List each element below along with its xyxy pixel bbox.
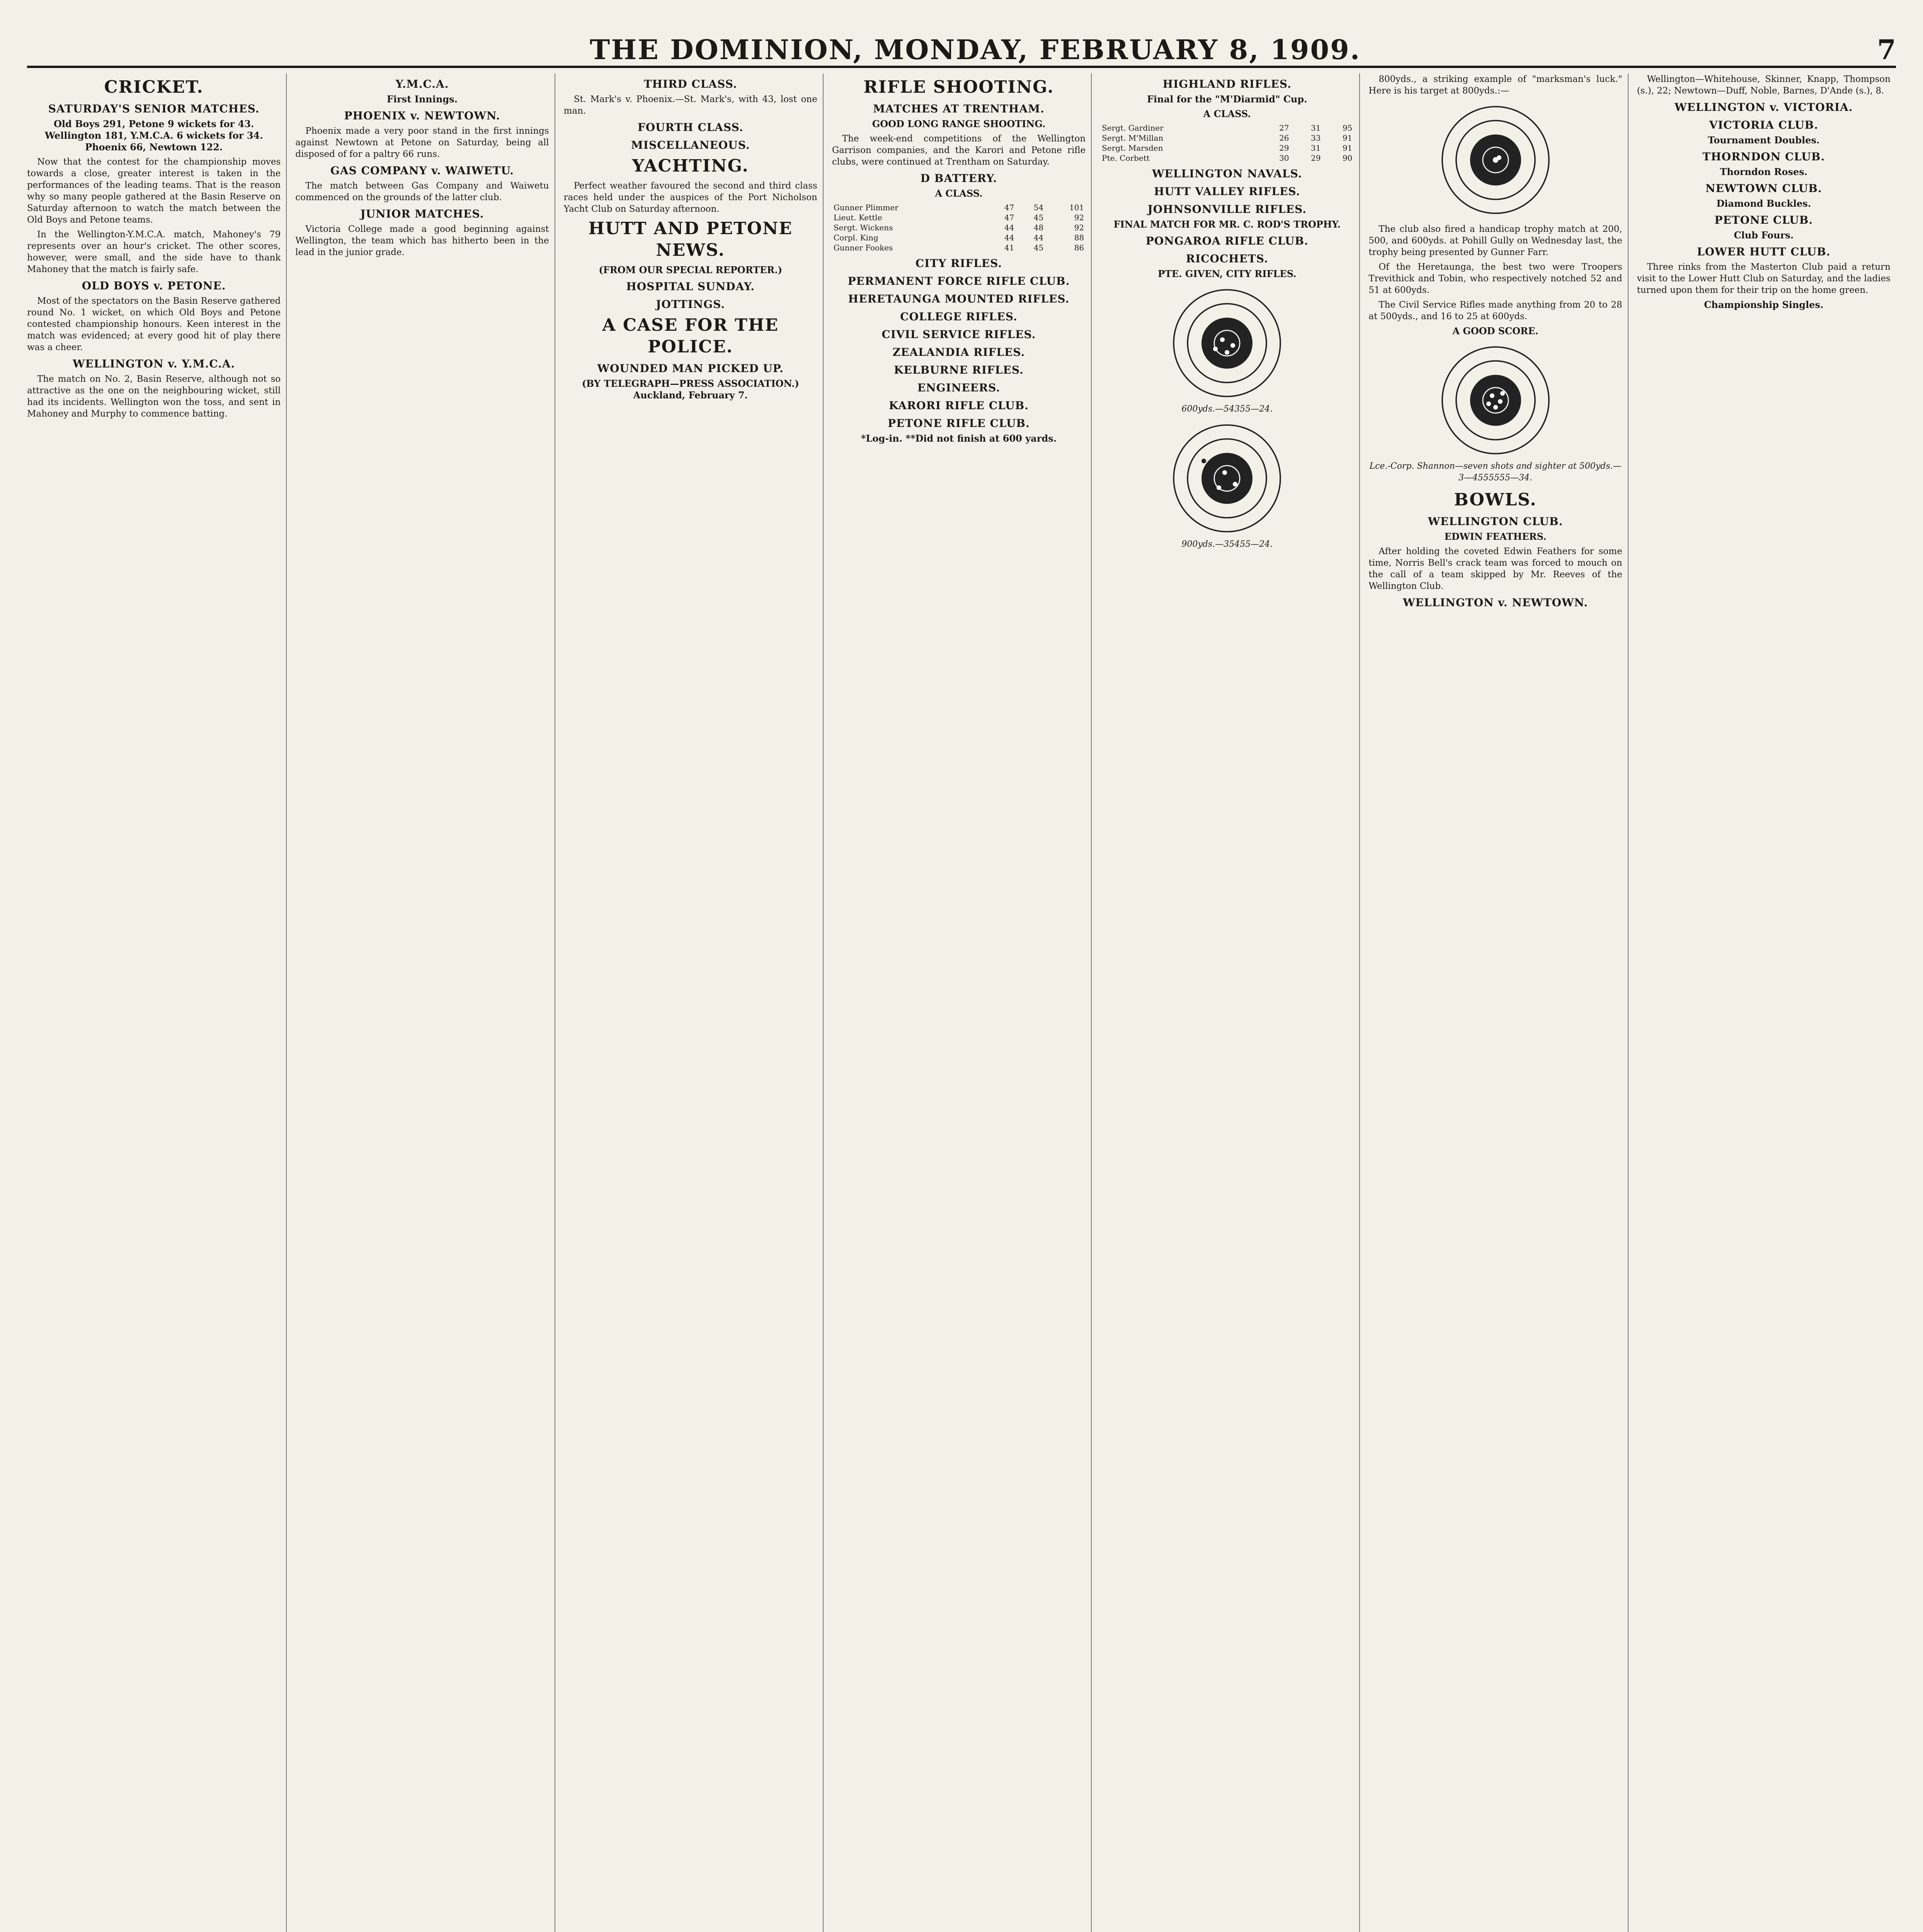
wellington-ymca-para: The match on No. 2, Basin Reserve, although not so attractive as the one on the neighbouring wicket, still had its incidents. Wellington won the toss, and sent in Mahoney and Murphy to commence batting.: [27, 374, 281, 419]
table-row: [832, 223, 1086, 233]
hutt-petone-byline: (FROM OUR SPECIAL REPORTER.): [599, 264, 783, 276]
column-2: [295, 73, 555, 1932]
thorndon-club-heading: THORNDON CLUB.: [1702, 150, 1825, 163]
college-rifles-heading: COLLEGE RIFLES.: [900, 310, 1018, 323]
jottings-heading: JOTTINGS.: [656, 298, 725, 311]
table-row: [832, 213, 1086, 223]
target-score-1: 600yds.—54355—24.: [1181, 404, 1273, 414]
navals-heading: WELLINGTON NAVALS.: [1152, 167, 1302, 180]
target-score-2: 900yds.—35455—24.: [1181, 539, 1273, 549]
d-battery-a-class: A CLASS.: [935, 188, 983, 199]
column-6: [1368, 73, 1628, 1932]
third-class-heading: THIRD CLASS.: [643, 78, 737, 90]
rifle-para: The week-end competitions of the Wellington Garrison companies, and the Karori and Petone rifle clubs, were continued at Trentham on Saturday.: [832, 134, 1086, 167]
cricket-heading: CRICKET.: [104, 77, 204, 97]
petone-club-heading: PETONE CLUB.: [1714, 214, 1813, 226]
score-cell: 29: [1279, 143, 1289, 153]
target-figure-1: [1100, 285, 1354, 415]
trentham-heading: MATCHES AT TRENTHAM.: [873, 102, 1045, 115]
pongaroa-heading: PONGAROA RIFLE CLUB.: [1145, 235, 1309, 247]
rifle-target-icon: [1438, 102, 1554, 218]
kelburne-heading: KELBURNE RIFLES.: [894, 364, 1024, 376]
lower-hutt-heading: LOWER HUTT CLUB.: [1697, 245, 1831, 258]
hospital-sunday-heading: HOSPITAL SUNDAY.: [626, 280, 755, 293]
johnsonville-heading: JOHNSONVILLE RIFLES.: [1147, 203, 1307, 216]
victoria-club-subheading: Tournament Doubles.: [1708, 134, 1820, 146]
good-score-detail: Lce.-Corp. Shannon—seven shots and sighter at 500yds.—3—4555555—34.: [1369, 461, 1622, 483]
good-score-caption: A GOOD SCORE.: [1452, 325, 1538, 337]
junior-matches-heading: JUNIOR MATCHES.: [360, 207, 484, 220]
newtown-club-heading: NEWTOWN CLUB.: [1705, 182, 1822, 195]
d-battery-heading: D BATTERY.: [920, 172, 997, 185]
newtown-club-subheading: Diamond Buckles.: [1716, 198, 1811, 209]
hutt-valley-heading: HUTT VALLEY RIFLES.: [1154, 185, 1300, 198]
gas-waiwetu-para: The match between Gas Company and Waiwetu commenced on the grounds of the latter club.: [295, 181, 549, 202]
score-cell: 45: [1033, 213, 1044, 222]
table-row: [1100, 143, 1354, 153]
wellington-ymca-heading: WELLINGTON v. Y.M.C.A.: [73, 357, 235, 370]
name-cell: Gunner Plimmer: [833, 203, 899, 212]
masthead: [27, 23, 1896, 68]
d-battery-table: [832, 202, 1086, 253]
rifle-target-icon: [1169, 420, 1285, 536]
table-row: [832, 233, 1086, 243]
column-6-para-2: Of the Heretaunga, the best two were Troopers Trevithick and Tobin, who respectively notched 52 and 51 at 600yds.: [1368, 262, 1622, 295]
junior-matches-para: Victoria College made a good beginning against Wellington, the team which has hitherto been in the lead in the junior grade.: [295, 224, 549, 257]
civil-service-heading: CIVIL SERVICE RIFLES.: [882, 328, 1036, 341]
cricket-para-1: Now that the contest for the championship moves towards a close, greater interest is taken in the performances of the leading teams. That is the reason why so many people gathered at the Basin Reserve on Saturday afternoon to watch the match between the Old Boys and Petone teams.: [27, 157, 281, 225]
yachting-heading: YACHTING.: [632, 156, 749, 176]
score-cell: 54: [1033, 203, 1044, 212]
target-figure-4: [1368, 342, 1622, 484]
thorndon-club-subheading: Thorndon Roses.: [1720, 166, 1808, 177]
cricket-subheading: SATURDAY'S SENIOR MATCHES.: [48, 102, 260, 115]
target-caption: PTE. GIVEN, CITY RIFLES.: [1157, 268, 1297, 279]
bowls-para: After holding the coveted Edwin Feathers for some time, Norris Bell's crack team was forced to mouch on the call of a team skipped by Mr. Reeves of the Wellington Club.: [1368, 546, 1622, 591]
rifle-footnote: *Log-in. **Did not finish at 600 yards.: [861, 433, 1057, 444]
score-cell: 47: [1004, 213, 1014, 222]
table-row: [1100, 153, 1354, 163]
table-row: [832, 243, 1086, 253]
third-class-para: St. Mark's v. Phoenix.—St. Mark's, with 43, lost one man.: [563, 94, 817, 116]
yachting-para: Perfect weather favoured the second and third class races held under the auspices of the Port Nicholson Yacht Club on Saturday afternoon.: [563, 181, 817, 214]
total-cell: 91: [1342, 143, 1353, 153]
johnsonville-subheading: FINAL MATCH FOR MR. C. ROD'S TROPHY.: [1113, 219, 1341, 230]
total-cell: 101: [1069, 203, 1084, 212]
score-cell: 31: [1310, 123, 1321, 133]
name-cell: Sergt. Gardiner: [1102, 123, 1164, 133]
page-number: 7: [1877, 34, 1896, 66]
score-cell: 44: [1033, 233, 1044, 242]
score-cell: 48: [1033, 223, 1044, 232]
target-figure-2: [1100, 420, 1354, 550]
petone-rifle-heading: PETONE RIFLE CLUB.: [888, 417, 1030, 430]
score-cell: 30: [1279, 153, 1289, 163]
table-row: [1100, 123, 1354, 133]
long-range-heading: GOOD LONG RANGE SHOOTING.: [872, 118, 1046, 129]
page-title: THE DOMINION, MONDAY, FEBRUARY 8, 1909.: [590, 34, 1361, 66]
engineers-heading: ENGINEERS.: [917, 381, 1001, 394]
karori-heading: KARORI RIFLE CLUB.: [888, 399, 1029, 412]
column-1: [27, 73, 287, 1932]
police-subheading: WOUNDED MAN PICKED UP.: [597, 362, 784, 375]
luck-intro: 800yds., a striking example of "marksman's luck." Here is his target at 800yds.:—: [1368, 74, 1622, 96]
score-cell: 44: [1004, 233, 1014, 242]
bowls-heading: BOWLS.: [1454, 490, 1537, 510]
total-cell: 92: [1074, 223, 1084, 232]
police-dateline: (BY TELEGRAPH—PRESS ASSOCIATION.) Auckland, February 7.: [582, 378, 799, 401]
oldboys-petone-para: Most of the spectators on the Basin Reserve gathered round No. 1 wicket, on which Old Boys and Petone contested championship honours. Keen interest in the match was evidenced; at every good hit of play there was a cheer.: [27, 296, 281, 352]
cricket-deck: Old Boys 291, Petone 9 wickets for 43. Wellington 181, Y.M.C.A. 6 wickets for 34. Phoenix 66, Newtown 122.: [44, 118, 263, 153]
score-cell: 44: [1004, 223, 1014, 232]
heretaunga-heading: HERETAUNGA MOUNTED RIFLES.: [848, 293, 1070, 305]
score-cell: 41: [1004, 243, 1014, 252]
victoria-club-heading: VICTORIA CLUB.: [1709, 119, 1819, 131]
ymca-heading: Y.M.C.A.: [395, 78, 449, 90]
petone-club-subheading: Club Fours.: [1734, 230, 1794, 241]
column-3: [564, 73, 824, 1932]
target-figure-3: [1368, 102, 1622, 218]
column-4: [832, 73, 1092, 1932]
column-6-para-3: The Civil Service Rifles made anything from 20 to 28 at 500yds., and 16 to 25 at 600yds.: [1368, 300, 1622, 321]
total-cell: 88: [1074, 233, 1084, 242]
highland-table: [1100, 123, 1354, 163]
wellington-newtown-heading: WELLINGTON v. NEWTOWN.: [1403, 596, 1588, 609]
wellington-victoria-heading: WELLINGTON v. VICTORIA.: [1675, 101, 1853, 114]
cricket-para-2: In the Wellington-Y.M.C.A. match, Mahoney's 79 represents over an hour's cricket. The other scores, however, were small, and the side have to thank Mahoney that the match is fairly safe.: [27, 230, 281, 274]
ymca-subheading: First Innings.: [386, 94, 458, 105]
rifle-target-icon: [1169, 285, 1285, 401]
total-cell: 91: [1342, 133, 1353, 143]
permanent-force-heading: PERMANENT FORCE RIFLE CLUB.: [847, 275, 1070, 287]
score-cell: 29: [1310, 153, 1321, 163]
name-cell: Sergt. M'Millan: [1102, 133, 1164, 143]
score-cell: 27: [1279, 123, 1289, 133]
police-heading: A CASE FOR THE POLICE.: [602, 315, 779, 357]
hutt-petone-heading: HUTT AND PETONE NEWS.: [588, 219, 793, 260]
score-cell: 33: [1310, 133, 1321, 143]
total-cell: 92: [1074, 213, 1084, 222]
rifle-heading: RIFLE SHOOTING.: [863, 77, 1054, 97]
highland-subheading: Final for the "M'Diarmid" Cup.: [1147, 94, 1307, 105]
name-cell: Corpl. King: [833, 233, 878, 242]
score-cell: 47: [1004, 203, 1014, 212]
total-cell: 90: [1342, 153, 1353, 163]
columns: [27, 73, 1896, 1932]
gas-waiwetu-heading: GAS COMPANY v. WAIWETU.: [330, 164, 514, 177]
wellington-club-heading: WELLINGTON CLUB.: [1428, 515, 1563, 528]
name-cell: Sergt. Marsden: [1102, 143, 1163, 153]
phoenix-newtown-heading: PHOENIX v. NEWTOWN.: [344, 109, 500, 122]
highland-a-class: A CLASS.: [1203, 108, 1251, 119]
name-cell: Sergt. Wickens: [833, 223, 893, 232]
oldboys-petone-heading: OLD BOYS v. PETONE.: [82, 279, 226, 292]
zealandia-heading: ZEALANDIA RIFLES.: [892, 346, 1025, 359]
ricochets-heading: RICOCHETS.: [1186, 252, 1268, 265]
score-cell: 31: [1310, 143, 1321, 153]
lower-hutt-para: Three rinks from the Masterton Club paid a return visit to the Lower Hutt Club on Saturday, and the ladies turned upon them for their trip on the home green.: [1637, 262, 1891, 295]
fourth-class-heading: FOURTH CLASS.: [637, 121, 744, 134]
rifle-target-icon: [1438, 342, 1554, 458]
total-cell: 86: [1074, 243, 1084, 252]
total-cell: 95: [1342, 123, 1353, 133]
name-cell: Lieut. Kettle: [833, 213, 882, 222]
score-cell: 26: [1279, 133, 1289, 143]
championship-singles-heading: Championship Singles.: [1704, 299, 1824, 310]
phoenix-newtown-para: Phoenix made a very poor stand in the first innings against Newtown at Petone on Saturday, being all disposed of for a paltry 66 runs.: [295, 126, 549, 159]
table-row: [1100, 133, 1354, 143]
name-cell: Pte. Corbett: [1102, 153, 1150, 163]
column-5: [1100, 73, 1360, 1932]
score-cell: 45: [1033, 243, 1044, 252]
column-7: [1637, 73, 1896, 1932]
table-row: [832, 202, 1086, 213]
name-cell: Gunner Fookes: [833, 243, 893, 252]
highland-heading: HIGHLAND RIFLES.: [1162, 78, 1292, 90]
city-rifles-heading: CITY RIFLES.: [915, 257, 1002, 270]
column-6-para-1: The club also fired a handicap trophy match at 200, 500, and 600yds. at Pohill Gully on Wednesday last, the trophy being presented by Gunner Farr.: [1368, 224, 1622, 257]
edwin-feathers-heading: EDWIN FEATHERS.: [1444, 531, 1547, 542]
column-7-para-1: Wellington—Whitehouse, Skinner, Knapp, Thompson (s.), 22; Newtown—Duff, Noble, Barnes, D'Ande (s.), 8.: [1637, 74, 1891, 96]
miscellaneous-heading: MISCELLANEOUS.: [631, 139, 750, 151]
